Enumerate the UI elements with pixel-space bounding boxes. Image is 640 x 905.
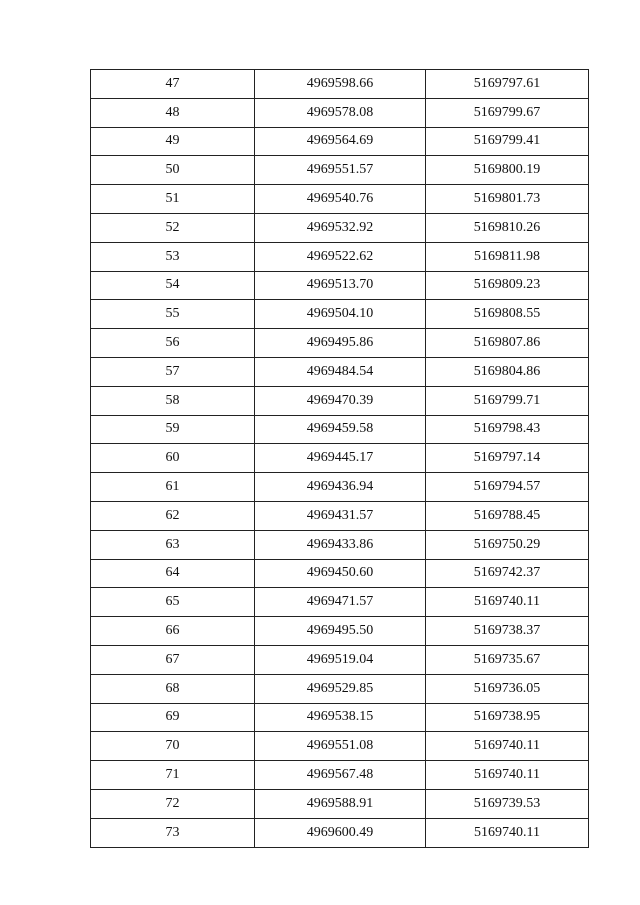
point-number-cell: 50 (91, 156, 255, 185)
y-coordinate-cell: 5169736.05 (426, 674, 589, 703)
table-row (91, 530, 589, 559)
x-coordinate-cell: 4969519.04 (255, 645, 426, 674)
y-coordinate-cell: 5169811.98 (426, 242, 589, 271)
x-coordinate-cell: 4969567.48 (255, 761, 426, 790)
x-coordinate-cell: 4969600.49 (255, 818, 426, 847)
x-coordinate-cell: 4969551.57 (255, 156, 426, 185)
y-coordinate-cell: 5169798.43 (426, 415, 589, 444)
y-coordinate-cell: 5169740.11 (426, 818, 589, 847)
x-coordinate-cell: 4969551.08 (255, 732, 426, 761)
x-coordinate-cell: 4969529.85 (255, 674, 426, 703)
y-coordinate-cell: 5169735.67 (426, 645, 589, 674)
y-coordinate-cell: 5169738.95 (426, 703, 589, 732)
x-coordinate-cell: 4969504.10 (255, 300, 426, 329)
x-coordinate-cell: 4969538.15 (255, 703, 426, 732)
x-coordinate-cell: 4969445.17 (255, 444, 426, 473)
x-coordinate-cell: 4969470.39 (255, 386, 426, 415)
x-coordinate-cell: 4969431.57 (255, 501, 426, 530)
point-number-cell: 55 (91, 300, 255, 329)
point-number-cell: 65 (91, 588, 255, 617)
point-number-cell: 51 (91, 185, 255, 214)
y-coordinate-cell: 5169799.71 (426, 386, 589, 415)
table-row (91, 559, 589, 588)
table-row (91, 501, 589, 530)
point-number-cell: 66 (91, 617, 255, 646)
table-row (91, 127, 589, 156)
table-row (91, 300, 589, 329)
x-coordinate-cell: 4969513.70 (255, 271, 426, 300)
y-coordinate-cell: 5169808.55 (426, 300, 589, 329)
table-row (91, 645, 589, 674)
y-coordinate-cell: 5169750.29 (426, 530, 589, 559)
y-coordinate-cell: 5169799.41 (426, 127, 589, 156)
point-number-cell: 54 (91, 271, 255, 300)
y-coordinate-cell: 5169807.86 (426, 329, 589, 358)
point-number-cell: 69 (91, 703, 255, 732)
table-row (91, 329, 589, 358)
y-coordinate-cell: 5169801.73 (426, 185, 589, 214)
x-coordinate-cell: 4969450.60 (255, 559, 426, 588)
x-coordinate-cell: 4969495.50 (255, 617, 426, 646)
table-row (91, 271, 589, 300)
x-coordinate-cell: 4969564.69 (255, 127, 426, 156)
y-coordinate-cell: 5169788.45 (426, 501, 589, 530)
y-coordinate-cell: 5169742.37 (426, 559, 589, 588)
point-number-cell: 73 (91, 818, 255, 847)
table-row (91, 818, 589, 847)
point-number-cell: 49 (91, 127, 255, 156)
table-row (91, 473, 589, 502)
point-number-cell: 61 (91, 473, 255, 502)
y-coordinate-cell: 5169797.14 (426, 444, 589, 473)
point-number-cell: 53 (91, 242, 255, 271)
table-row (91, 156, 589, 185)
y-coordinate-cell: 5169799.67 (426, 98, 589, 127)
point-number-cell: 58 (91, 386, 255, 415)
y-coordinate-cell: 5169804.86 (426, 357, 589, 386)
point-number-cell: 56 (91, 329, 255, 358)
table-row (91, 789, 589, 818)
point-number-cell: 68 (91, 674, 255, 703)
y-coordinate-cell: 5169740.11 (426, 732, 589, 761)
table-row (91, 70, 589, 99)
x-coordinate-cell: 4969484.54 (255, 357, 426, 386)
x-coordinate-cell: 4969522.62 (255, 242, 426, 271)
point-number-cell: 59 (91, 415, 255, 444)
point-number-cell: 72 (91, 789, 255, 818)
table-row (91, 588, 589, 617)
coordinates-table (90, 69, 589, 848)
point-number-cell: 62 (91, 501, 255, 530)
x-coordinate-cell: 4969598.66 (255, 70, 426, 99)
y-coordinate-cell: 5169740.11 (426, 588, 589, 617)
table-row (91, 761, 589, 790)
point-number-cell: 71 (91, 761, 255, 790)
table-row (91, 185, 589, 214)
table-row (91, 415, 589, 444)
x-coordinate-cell: 4969471.57 (255, 588, 426, 617)
y-coordinate-cell: 5169738.37 (426, 617, 589, 646)
x-coordinate-cell: 4969588.91 (255, 789, 426, 818)
table-row (91, 732, 589, 761)
table-row (91, 703, 589, 732)
y-coordinate-cell: 5169797.61 (426, 70, 589, 99)
y-coordinate-cell: 5169794.57 (426, 473, 589, 502)
x-coordinate-cell: 4969433.86 (255, 530, 426, 559)
table-row (91, 386, 589, 415)
y-coordinate-cell: 5169810.26 (426, 213, 589, 242)
coordinates-table-body (91, 70, 589, 848)
x-coordinate-cell: 4969532.92 (255, 213, 426, 242)
y-coordinate-cell: 5169740.11 (426, 761, 589, 790)
table-row (91, 242, 589, 271)
point-number-cell: 48 (91, 98, 255, 127)
point-number-cell: 63 (91, 530, 255, 559)
x-coordinate-cell: 4969459.58 (255, 415, 426, 444)
point-number-cell: 52 (91, 213, 255, 242)
point-number-cell: 57 (91, 357, 255, 386)
y-coordinate-cell: 5169809.23 (426, 271, 589, 300)
table-row (91, 213, 589, 242)
x-coordinate-cell: 4969436.94 (255, 473, 426, 502)
x-coordinate-cell: 4969578.08 (255, 98, 426, 127)
table-row (91, 444, 589, 473)
x-coordinate-cell: 4969495.86 (255, 329, 426, 358)
point-number-cell: 47 (91, 70, 255, 99)
table-row (91, 674, 589, 703)
y-coordinate-cell: 5169739.53 (426, 789, 589, 818)
point-number-cell: 64 (91, 559, 255, 588)
point-number-cell: 70 (91, 732, 255, 761)
y-coordinate-cell: 5169800.19 (426, 156, 589, 185)
table-row (91, 357, 589, 386)
point-number-cell: 67 (91, 645, 255, 674)
point-number-cell: 60 (91, 444, 255, 473)
table-row (91, 617, 589, 646)
table-row (91, 98, 589, 127)
x-coordinate-cell: 4969540.76 (255, 185, 426, 214)
